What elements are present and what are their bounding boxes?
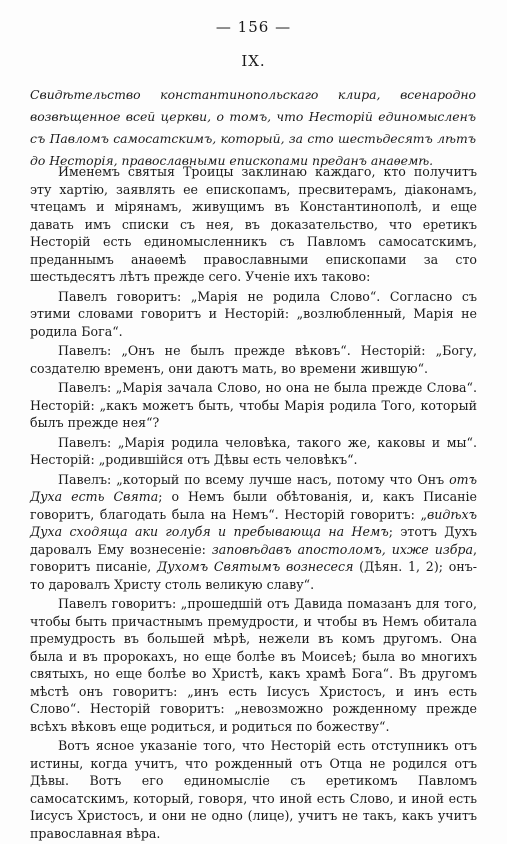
page-number: — 156 — xyxy=(215,18,292,36)
scripture-quote: отъ Духа есть Свята xyxy=(30,471,477,504)
text-run: , говоритъ писаніе, xyxy=(30,541,477,574)
paragraph: Павелъ: „Онъ не былъ прежде вѣковъ“. Несторій: „Богу, создателю временъ, они даютъ мать, во времени жившую“. xyxy=(30,343,477,376)
paragraph: Павелъ: „Марія зачала Слово, но она не была прежде Слова“. Несторій: „какъ можетъ быть, чтобы Марія родила Того, который былъ прежде нея“? xyxy=(30,380,477,430)
body-text xyxy=(30,163,477,844)
paragraph: Павелъ: „Марія родила человѣка, такого же, каковы и мы“. Несторій: „родившійся отъ Дѣвы есть человѣкъ“. xyxy=(30,434,477,467)
text-run: Павелъ: „который по всему лучше насъ, потому что Онъ xyxy=(58,471,450,487)
scripture-quote: заповѣдавъ апостоломъ, ихже избра xyxy=(211,541,473,557)
chapter-number: IX. xyxy=(241,52,266,70)
paragraph: Именемъ святыя Троицы заклинаю каждаго, кто получитъ эту хартію, заявлять ее епископамъ, пресвитерамъ, діаконамъ, чтецамъ и мірянамъ, живущимъ въ Константинополѣ, и еще давать имъ списки съ нея, въ доказательство, что еретикъ Несторій есть единомысленникъ съ Павломъ самосатскимъ, преданнымъ анаѳемѣ православными епископами за сто шестьдесятъ лѣтъ прежде сего. Ученіе ихъ таково: xyxy=(30,164,477,284)
scripture-quote: видѣхъ Духа сходяща аки голубя и пребывающа на Немъ xyxy=(30,506,477,539)
scripture-quote: Духомъ Святымъ вознесеся xyxy=(157,559,354,574)
paragraph: Павелъ говоритъ: „прошедшій отъ Давида помазанъ для того, чтобы быть причастнымъ премудрости, и чтобы въ Немъ обитала премудрость въ большей мѣрѣ, нежели въ комъ другомъ. Она была и въ пророкахъ, но еще болѣе въ Моисеѣ; была во многихъ святыхъ, но еще болѣе во Христѣ, какъ храмѣ Бога“. Въ другомъ мѣстѣ онъ говоритъ: „инъ есть Іисусъ Христосъ, и инъ есть Слово“. Несторій говоритъ: „невозможно рожденному прежде всѣхъ вѣковъ еще родиться, и родиться по божеству“. xyxy=(30,596,477,734)
text-run: ; о Немъ были обѣтованія, и, какъ Писаніе говоритъ, благодать была на Немъ“. Несторій говоритъ: „ xyxy=(30,489,477,522)
section-heading: Свидѣтельство константинопольскаго клира, всенародно возвѣщенное всей церкви, о томъ, что Несторій единомысленъ съ Павломъ самосатскимъ, который, за сто шестьдесятъ лѣтъ до Несторія, православными епископами преданъ анаѳемѣ. xyxy=(30,87,476,168)
text-run: ; этотъ Духъ даровалъ Ему вознесеніе: xyxy=(30,524,477,557)
text-run: (Дѣян. 1, 2); онъ-то даровалъ Христу столь великую славу“. xyxy=(30,559,477,592)
paragraph xyxy=(30,471,477,594)
paragraph: Павелъ говоритъ: „Марія не родила Слово“. Согласно съ этими словами говоритъ и Несторій: „возлюбленный, Марія не родила Бога“. xyxy=(30,288,477,339)
paragraph: Вотъ ясное указаніе того, что Несторій есть отступникъ отъ истины, когда учитъ, что рожденный отъ Отца не родился отъ Дѣвы. Вотъ его единомысліе съ еретикомъ Павломъ самосатскимъ, который, говоря, что иной есть Слово, и иной есть Іисусъ Христосъ, и они не одно (лице), учитъ не такъ, какъ учитъ православная вѣра. xyxy=(30,738,477,841)
